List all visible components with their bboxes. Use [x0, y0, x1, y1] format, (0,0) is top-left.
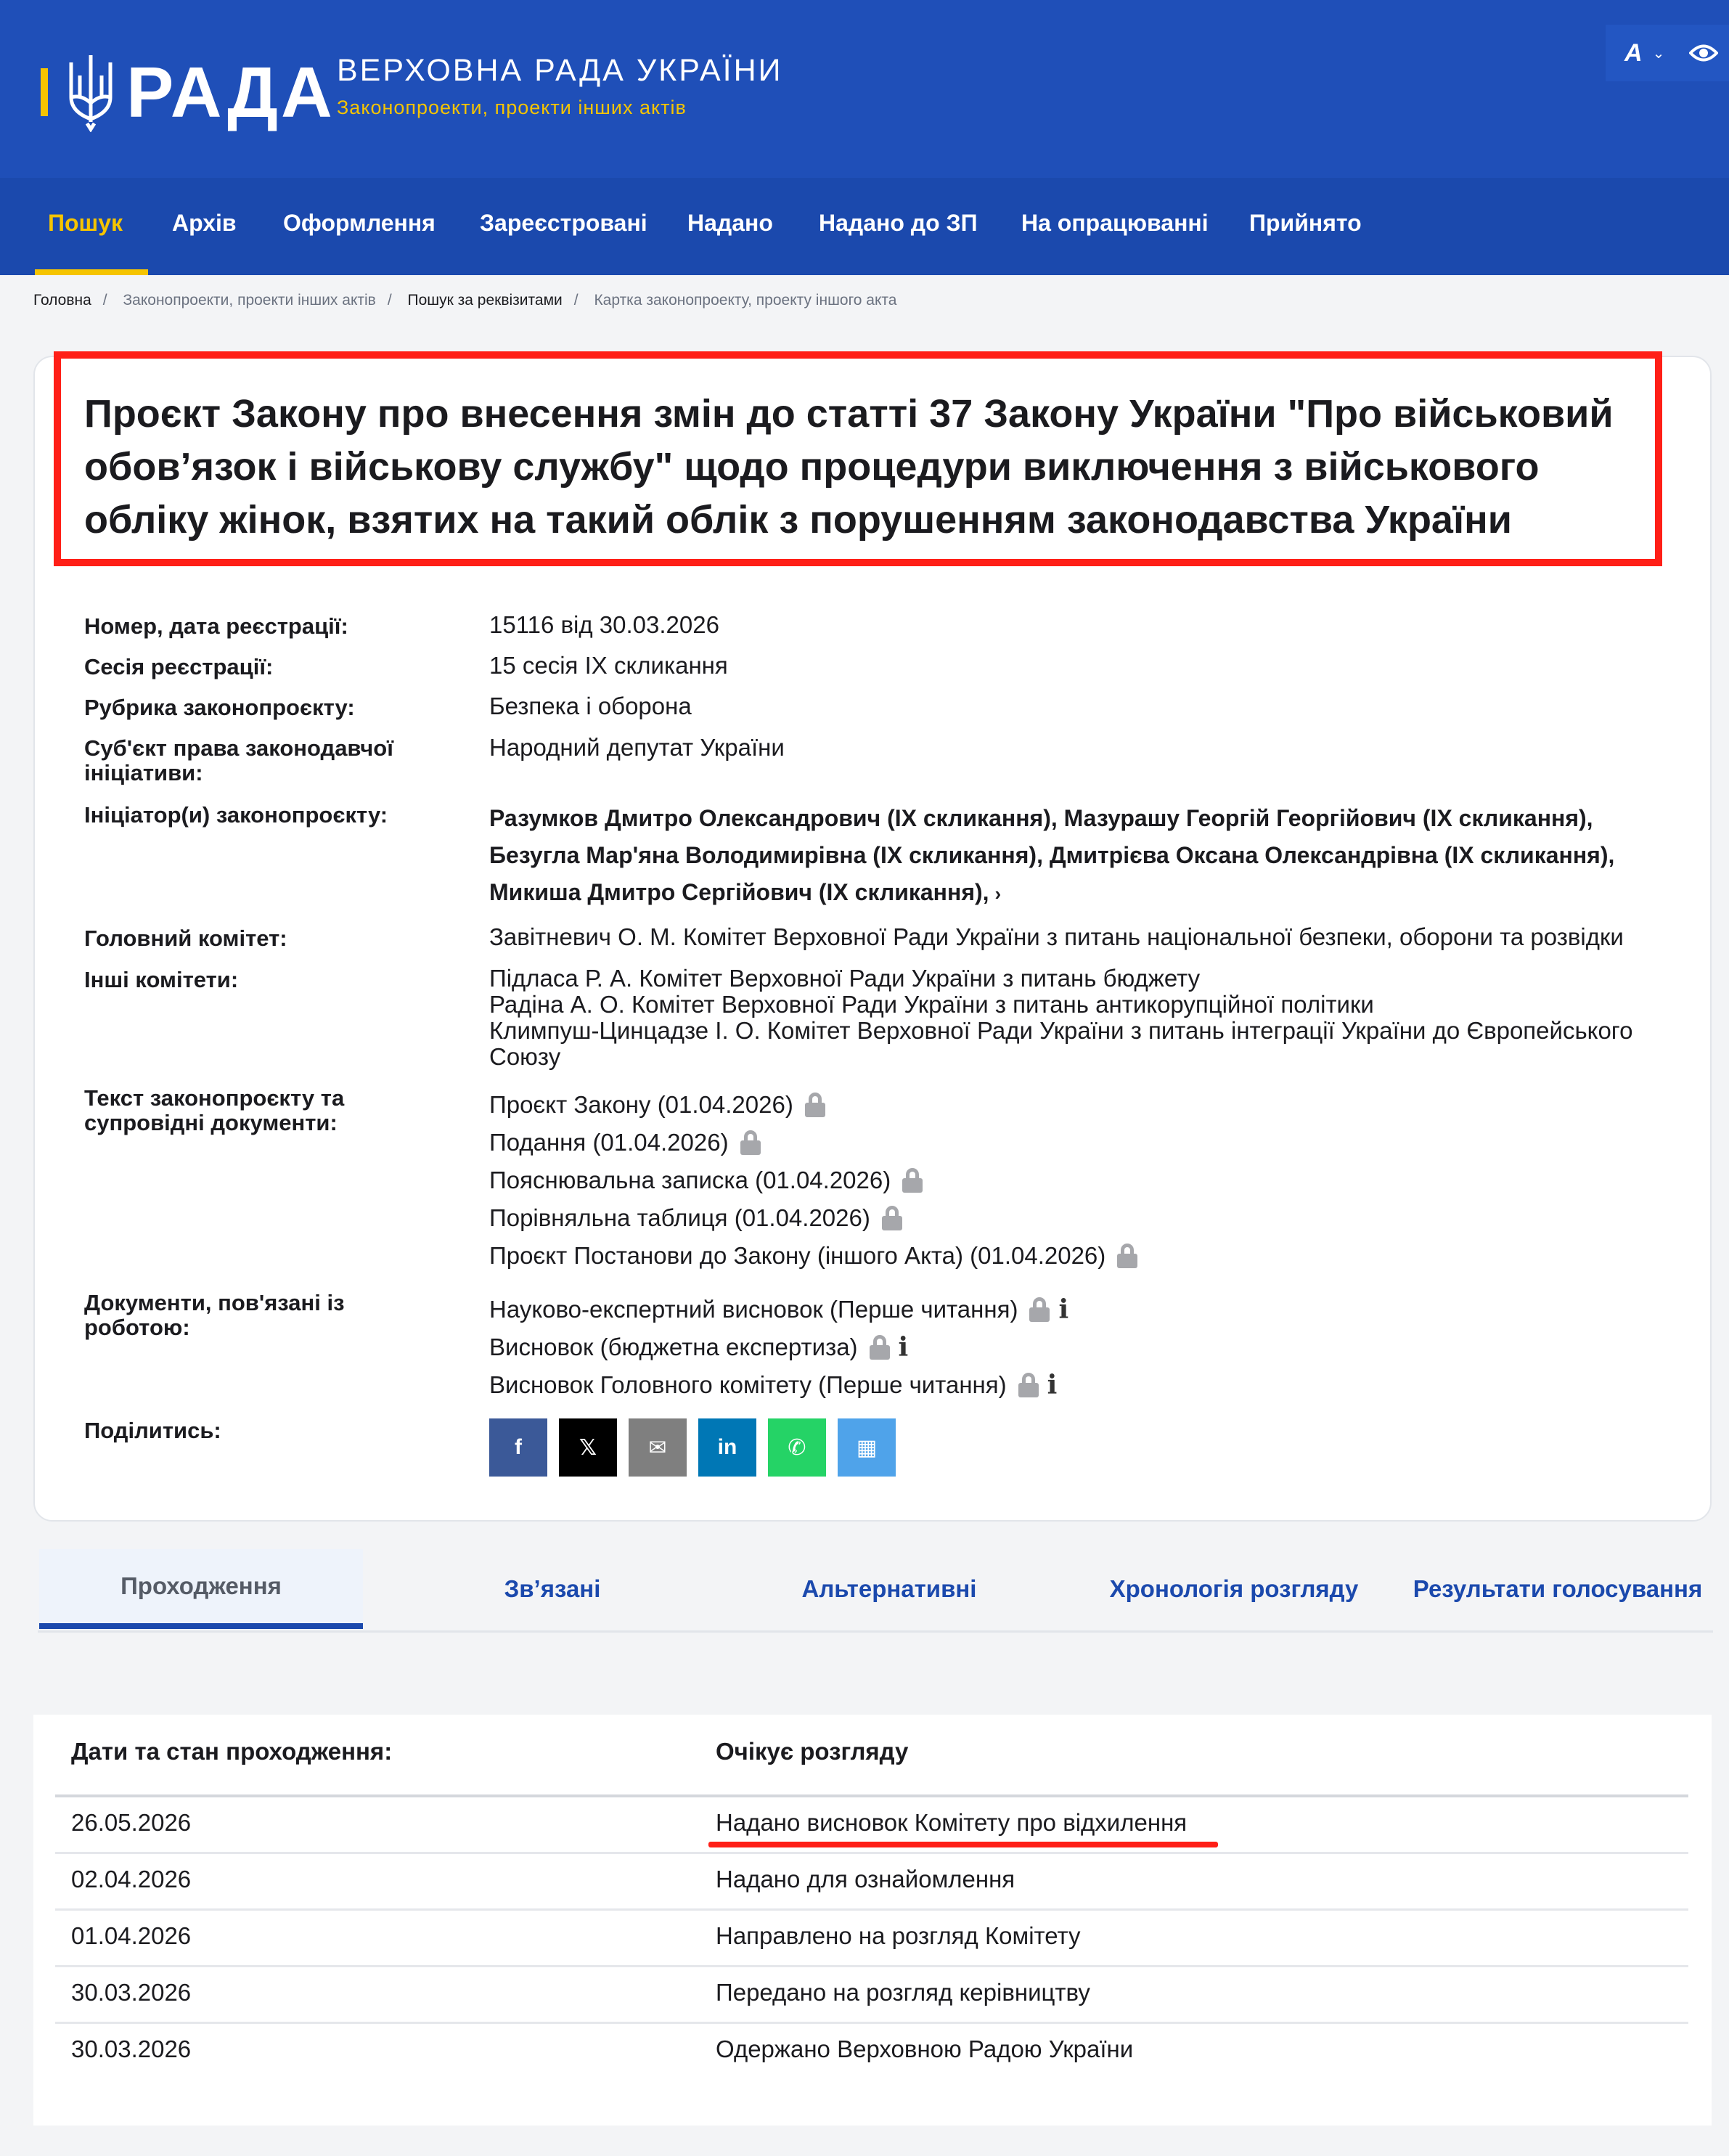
logo-accent-bar [41, 68, 48, 116]
chevron-down-icon[interactable]: ⌄ [1652, 45, 1665, 62]
table-row [55, 2022, 1688, 2078]
doc-item[interactable] [489, 1291, 1068, 1328]
chevron-right-icon[interactable]: › [994, 883, 1002, 905]
table-row [55, 1908, 1688, 1965]
nav-item-provided[interactable]: Надано [687, 210, 773, 236]
passage-date: 30.03.2026 [71, 1979, 192, 2006]
breadcrumb [33, 292, 904, 309]
main-nav [0, 178, 1729, 275]
nav-item-provided-zp[interactable]: Надано до ЗП [819, 210, 978, 236]
nav-item-registered[interactable]: Зареєстровані [480, 210, 647, 236]
doc-item[interactable] [489, 1328, 1068, 1366]
breadcrumb-search[interactable]: Пошук за реквізитами [407, 292, 563, 309]
qr-code-icon[interactable]: ▦ [838, 1418, 896, 1477]
site-logo[interactable] [41, 52, 335, 132]
tabs-divider [38, 1630, 1713, 1633]
passage-status: Одержано Верховною Радою України [716, 2035, 1134, 2062]
facebook-icon[interactable]: f [489, 1418, 547, 1477]
doc-item[interactable] [489, 1366, 1068, 1404]
table-row [55, 1965, 1688, 2022]
main-committee-label: Головний комітет: [84, 926, 287, 951]
linkedin-icon[interactable]: in [698, 1418, 756, 1477]
passage-date: 30.03.2026 [71, 2035, 192, 2062]
other-committee-item: Підласа Р. А. Комітет Верховної Ради України з питань бюджету [489, 965, 1201, 992]
session-label: Сесія реєстрації: [84, 654, 274, 679]
passage-date: 26.05.2026 [71, 1809, 192, 1836]
breadcrumb-current: Картка законопроекту, проекту іншого акта [594, 292, 897, 309]
nav-item-search[interactable]: Пошук [48, 210, 123, 236]
doc-item[interactable] [489, 1199, 1137, 1237]
doc-item[interactable] [489, 1124, 1137, 1161]
bill-title: Проєкт Закону про внесення змін до статті 37 Закону України "Про військовий обов’язок і військову службу" щодо процедури виключення з військового обліку жінок, взятих на такий облік з порушенням законодавства України [84, 392, 1614, 542]
passage-header-status: Очікує розгляду [716, 1738, 909, 1765]
lock-icon [805, 1093, 825, 1117]
eye-icon[interactable] [1689, 42, 1718, 64]
doc-item[interactable] [489, 1161, 1137, 1199]
doc-title[interactable]: Висновок Головного комітету (Перше читання) [489, 1371, 1007, 1398]
subject-label: Суб'єкт права законодавчої ініціативи: [84, 735, 393, 785]
info-icon[interactable]: i [1047, 1370, 1058, 1400]
tab-passage[interactable]: Проходження [39, 1549, 363, 1629]
brand-block [337, 54, 783, 119]
other-committee-item: Радіна А. О. Комітет Верховної Ради України з питань антикорупційної політики [489, 991, 1374, 1018]
tab-alternative[interactable]: Альтернативні [801, 1575, 977, 1602]
session-value: 15 сесія IX скликання [489, 652, 728, 679]
breadcrumb-separator: / [573, 292, 579, 309]
texts-label: Текст законопроєкту та супровідні документи: [84, 1085, 345, 1135]
reg-value: 15116 від 30.03.2026 [489, 611, 719, 638]
nav-item-adopted[interactable]: Прийнято [1249, 210, 1362, 236]
lock-icon [1117, 1244, 1137, 1268]
nav-item-drafting[interactable]: Оформлення [283, 210, 436, 236]
main-committee-value: Завітневич О. М. Комітет Верховної Ради України з питань національної безпеки, оборони та розвідки [489, 923, 1624, 950]
initiators-label: Ініціатор(и) законопроєкту: [84, 802, 388, 828]
brand-subtitle: Законопроекти, проекти інших актів [337, 97, 687, 119]
doc-item[interactable] [489, 1086, 1137, 1124]
nav-item-processing[interactable]: На опрацюванні [1021, 210, 1209, 236]
other-committees-list [489, 965, 1672, 1070]
info-icon[interactable]: i [898, 1332, 909, 1363]
lock-icon [740, 1130, 761, 1155]
passage-status: Направлено на розгляд Комітету [716, 1922, 1081, 1949]
doc-title[interactable]: Пояснювальна записка (01.04.2026) [489, 1167, 891, 1193]
table-row [55, 1852, 1688, 1908]
breadcrumb-separator: / [387, 292, 392, 309]
doc-title[interactable]: Проєкт Постанови до Закону (іншого Акта) (01.04.2026) [489, 1242, 1106, 1269]
passage-status: Надано для ознайомлення [716, 1866, 1015, 1892]
bill-tabs [38, 1549, 1713, 1633]
doc-item[interactable] [489, 1237, 1137, 1275]
rubric-label: Рубрика законопроєкту: [84, 695, 355, 720]
accessibility-tools [1606, 25, 1729, 81]
share-label: Поділитись: [84, 1418, 221, 1443]
initiators-list[interactable]: Разумков Дмитро Олександрович (IX скликання), Мазурашу Георгій Георгійович (IX скликання), Безугла Мар'яна Володимирівна (IX скликання), Дмитрієва Оксана Олександрівна (IX скликання), Микиша Дмитро Сергійович (IX скликання), [489, 805, 1615, 905]
doc-title[interactable]: Науково-експертний висновок (Перше читання) [489, 1296, 1018, 1323]
related-docs-label: Документи, пов'язані із роботою: [84, 1290, 345, 1340]
other-committees-label: Інші комітети: [84, 967, 239, 992]
trident-icon [67, 52, 115, 132]
doc-title[interactable]: Висновок (бюджетна експертиза) [489, 1334, 858, 1360]
related-docs-list [489, 1291, 1068, 1404]
lock-icon [902, 1168, 923, 1193]
status-highlight-underline [708, 1842, 1218, 1847]
passage-date: 02.04.2026 [71, 1866, 192, 1892]
info-icon[interactable]: i [1058, 1294, 1069, 1325]
lock-icon [1018, 1373, 1039, 1397]
rubric-value: Безпека і оборона [489, 693, 692, 719]
passage-status: Надано висновок Комітету про відхилення [716, 1809, 1188, 1836]
passage-date: 01.04.2026 [71, 1922, 192, 1949]
site-header [0, 0, 1729, 178]
tab-related[interactable]: Зв’язані [504, 1575, 601, 1602]
breadcrumb-bills[interactable]: Законопроекти, проекти інших актів [123, 292, 376, 309]
other-committee-item: Климпуш-Цинцадзе І. О. Комітет Верховної Ради України з питань інтеграції України до Європейського Союзу [489, 1017, 1633, 1070]
reg-label: Номер, дата реєстрації: [84, 613, 348, 639]
lock-icon [1029, 1297, 1050, 1322]
doc-title[interactable]: Проєкт Закону (01.04.2026) [489, 1091, 793, 1118]
doc-title[interactable]: Подання (01.04.2026) [489, 1129, 729, 1156]
passage-header-dates: Дати та стан проходження: [71, 1738, 393, 1765]
font-size-button[interactable]: A [1624, 38, 1643, 67]
passage-status: Передано на розгляд керівництву [716, 1979, 1090, 2006]
tab-chronology[interactable]: Хронологія розгляду [1109, 1575, 1359, 1602]
nav-active-indicator [35, 269, 148, 275]
subject-value: Народний депутат України [489, 734, 785, 761]
texts-list [489, 1086, 1137, 1275]
x-icon[interactable]: 𝕏 [559, 1418, 617, 1477]
email-icon[interactable]: ✉ [629, 1418, 687, 1477]
brand-title: ВЕРХОВНА РАДА УКРАЇНИ [337, 53, 783, 88]
nav-item-archive[interactable]: Архів [172, 210, 237, 236]
breadcrumb-home[interactable]: Головна [33, 292, 91, 309]
tab-voting-results[interactable]: Результати голосування [1413, 1575, 1703, 1602]
lock-icon [870, 1335, 890, 1360]
initiators-value[interactable] [489, 800, 1680, 912]
whatsapp-icon[interactable]: ✆ [768, 1418, 826, 1477]
logo-word: РАДА [126, 52, 335, 132]
doc-title[interactable]: Порівняльна таблиця (01.04.2026) [489, 1204, 870, 1231]
lock-icon [882, 1206, 902, 1230]
breadcrumb-separator: / [102, 292, 107, 309]
